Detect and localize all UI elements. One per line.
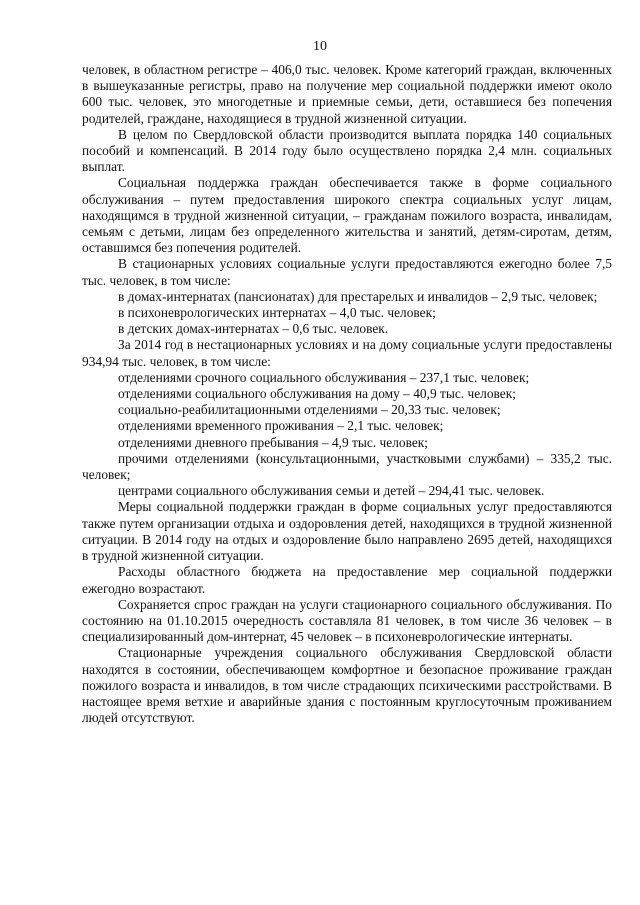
paragraph: Социальная поддержка граждан обеспечивается также в форме социального обслуживания – путем предоставления широкого спектра социальных услуг лицам, находящимся в трудной жизненной ситуации, – гражданам пожилого возраста, инвалидам, семьям с детьми, лицам без определенного жительства и занятий, детям-сиротам, детям, оставшимся без попечения родителей. — [82, 175, 612, 256]
list-item: социально-реабилитационными отделениями – 20,33 тыс. человек; — [118, 402, 501, 418]
paragraph: Сохраняется спрос граждан на услуги стационарного социального обслуживания. По состоянию на 01.10.2015 очередность составляла 81 человек, в том числе 36 человек – в специализированный дом-интернат, 45 человек – в психоневрологические интернаты. — [82, 596, 612, 645]
list-item: отделениями социального обслуживания на дому – 40,9 тыс. человек; — [118, 386, 516, 402]
paragraph: Меры социальной поддержки граждан в форме социальных услуг предоставляются также путем организации отдыха и оздоровления детей, находящихся в трудной жизненной ситуации. В 2014 году на отдых и оздоровление было направлено 2695 детей, находящихся в трудной жизненной ситуации. — [82, 499, 612, 564]
paragraph: В целом по Свердловской области производится выплата порядка 140 социальных пособий и компенсаций. В 2014 году было осуществлено порядка 2,4 млн. социальных выплат. — [82, 126, 612, 175]
document-body — [82, 62, 612, 726]
paragraph: Расходы областного бюджета на предоставление мер социальной поддержки ежегодно возрастают. — [82, 564, 612, 596]
paragraph: человек, в областном регистре – 406,0 тыс. человек. Кроме категорий граждан, включенных в вышеуказанные регистры, право на получение мер социальной поддержки имеют около 600 тыс. человек, это многодетные и приемные семьи, дети, оставшиеся без попечения родителей, граждане, находящиеся в трудной жизненной ситуации. — [82, 62, 612, 126]
list-item: отделениями временного проживания – 2,1 тыс. человек; — [118, 418, 444, 434]
list-item: отделениями срочного социального обслуживания – 237,1 тыс. человек; — [118, 369, 530, 385]
page-number: 10 — [313, 39, 327, 54]
list-item: в домах-интернатах (пансионатах) для престарелых и инвалидов – 2,9 тыс. человек; — [118, 288, 598, 304]
list-item: центрами социального обслуживания семьи и детей – 294,41 тыс. человек. — [118, 483, 545, 499]
list-item: прочими отделениями (консультационными, участковыми службами) – 335,2 тыс. человек; — [82, 450, 612, 483]
list-item: в детских домах-интернатах – 0,6 тыс. человек. — [118, 321, 389, 337]
list-item: отделениями дневного пребывания – 4,9 тыс. человек; — [118, 434, 428, 450]
paragraph: Стационарные учреждения социального обслуживания Свердловской области находятся в состоянии, обеспечивающем комфортное и безопасное проживание граждан пожилого возраста и инвалидов, в том числе страдающих психическими расстройствами. В настоящее время ветхие и аварийные здания с постоянным круглосуточным проживанием людей отсутствуют. — [82, 645, 612, 726]
paragraph: В стационарных условиях социальные услуги предоставляются ежегодно более 7,5 тыс. человек, в том числе: — [82, 256, 612, 288]
list-item: в психоневрологических интернатах – 4,0 тыс. человек; — [118, 305, 436, 321]
paragraph: За 2014 год в нестационарных условиях и на дому социальные услуги предоставлены 934,94 тыс. человек, в том числе: — [82, 337, 612, 369]
